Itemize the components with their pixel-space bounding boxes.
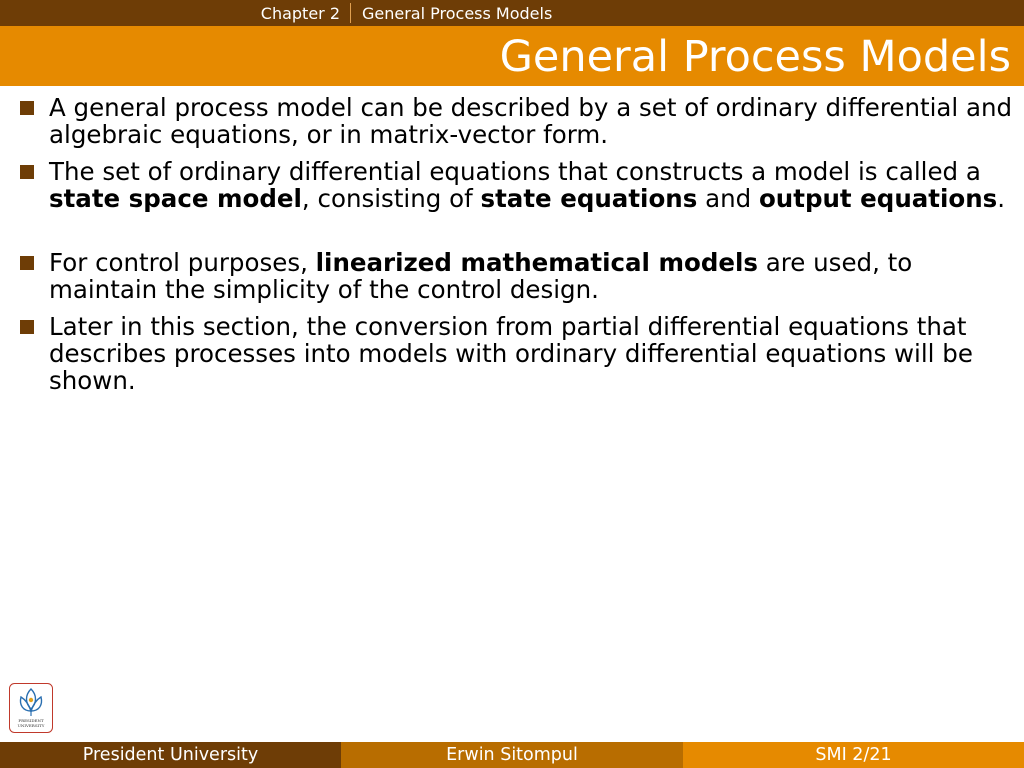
bullet-item [20, 158, 1016, 212]
bullet-item [20, 94, 1016, 148]
bullet-text: , consisting of [301, 184, 481, 213]
bullet-text: A general process model can be described by a set of ordinary differential and algebraic equations, or in matrix-vector form. [49, 93, 1013, 149]
bullet-text: For control purposes, [49, 248, 316, 277]
square-bullet-icon [20, 320, 34, 334]
section-label: General Process Models [362, 3, 553, 23]
bold-term: output equations [758, 184, 998, 213]
bold-term: linearized mathematical models [315, 248, 758, 277]
bullet-text: Later in this section, the conversion from partial differential equations that describes processes into models with ordinary differential equations will be shown. [49, 312, 973, 395]
slide-title: General Process Models [499, 32, 1011, 82]
bold-term: state space model [49, 184, 302, 213]
bullet-text: are used, to maintain the simplicity of the control design. [49, 248, 913, 304]
title-bar [0, 26, 1024, 86]
bullet-text: and [697, 184, 759, 213]
svg-text:UNIVERSITY: UNIVERSITY [17, 723, 45, 728]
chapter-label: Chapter 2 [260, 3, 340, 23]
square-bullet-icon [20, 165, 34, 179]
footer-bar [0, 742, 1024, 768]
header-divider [350, 3, 351, 23]
president-university-logo [9, 683, 53, 733]
bullet-item [20, 249, 1016, 303]
bullet-list [20, 94, 1016, 404]
square-bullet-icon [20, 101, 34, 115]
page-number-label: SMI 2/21 [815, 745, 892, 765]
svg-text:PRESIDENT: PRESIDENT [18, 718, 44, 723]
bold-term: state equations [480, 184, 698, 213]
bullet-text: . [997, 184, 1006, 213]
square-bullet-icon [20, 256, 34, 270]
footer-institution: President University [0, 742, 341, 768]
header-bar [0, 0, 1024, 26]
bullet-text: The set of ordinary differential equations that constructs a model is called a [49, 157, 981, 186]
footer-page-number [683, 742, 1024, 768]
bullet-item [20, 313, 1016, 394]
footer-author: Erwin Sitompul [341, 742, 683, 768]
